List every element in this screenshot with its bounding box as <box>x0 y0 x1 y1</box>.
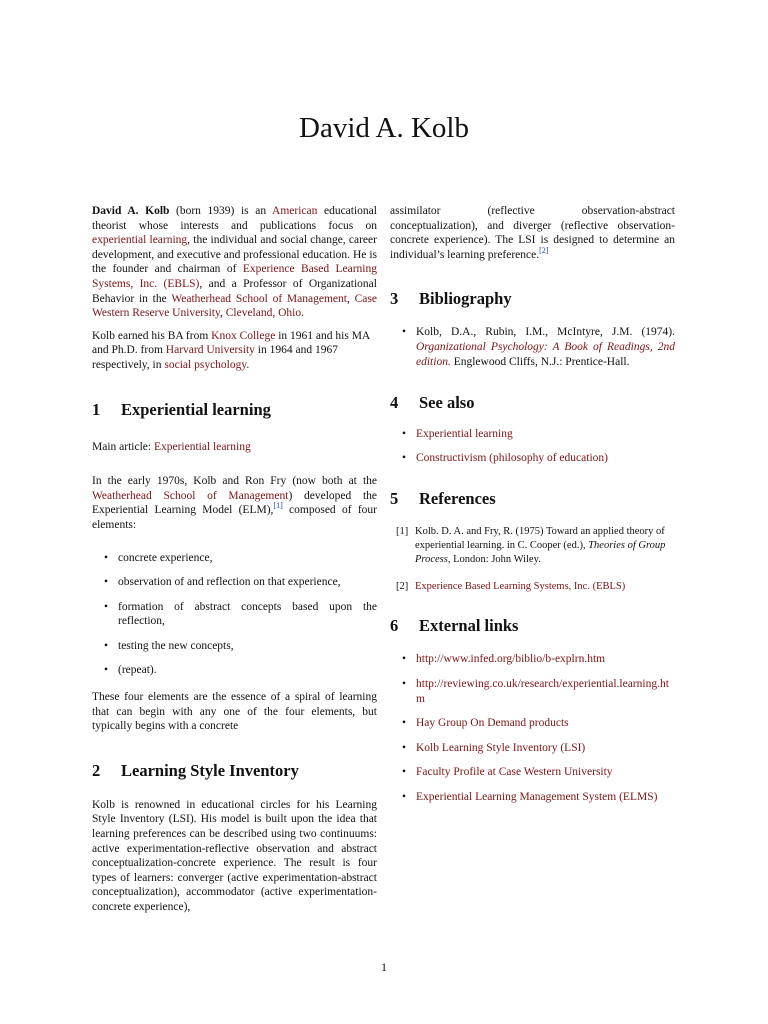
section-heading-references <box>390 489 675 509</box>
link-ref-ebls[interactable]: Experience Based Learning Systems, Inc. (EBLS) <box>415 581 626 593</box>
section-number: 4 <box>390 393 399 413</box>
elm-paragraph <box>92 474 377 532</box>
intro-paragraph <box>92 204 377 321</box>
external-links-list <box>390 652 675 804</box>
section-number: 6 <box>390 616 399 636</box>
section-heading-bibliography <box>390 289 675 309</box>
list-item: • (repeat). <box>92 663 377 678</box>
text: , London: John Wiley. <box>447 554 541 566</box>
link-american[interactable]: American <box>272 205 318 217</box>
list-item: • formation of abstract concepts based upon the reflection, <box>92 600 377 629</box>
list-item: • concrete experience, <box>92 551 377 566</box>
section-heading-external-links <box>390 616 675 636</box>
text: , and a Professor of Organizational Behavior in the <box>92 277 377 305</box>
link-see-also-experiential[interactable]: Experiential learning <box>416 428 513 441</box>
list-item <box>390 427 675 442</box>
see-also-list <box>390 427 675 465</box>
page-title: David A. Kolb <box>299 112 469 144</box>
link-weatherhead-2[interactable]: Weatherhead School of Management <box>92 489 289 502</box>
link-cwru[interactable]: Case Western Reserve University <box>92 292 377 320</box>
list-item <box>390 716 675 731</box>
lsi-paragraph-continued <box>390 204 675 262</box>
text: educational theorist whose interests and publications focus on <box>92 205 377 232</box>
subject-name: David A. Kolb <box>92 205 170 217</box>
citation-link-2[interactable]: [2] <box>539 245 549 255</box>
section-heading-experiential-learning <box>92 400 377 420</box>
text: Kolb earned his BA from <box>92 329 212 342</box>
link-elms[interactable]: Experiential Learning Management System (ELMS) <box>416 790 658 803</box>
section-heading-see-also <box>390 393 675 413</box>
right-column <box>390 204 675 805</box>
text: Kolb. D. A. and Fry, R. (1975) Toward an applied theory of experiential learning. in C. Cooper (ed.), <box>415 526 665 552</box>
link-main-article[interactable]: Experiential learning <box>153 440 251 453</box>
section-title: External links <box>419 616 519 636</box>
elm-elements-list <box>92 551 377 679</box>
text: composed of four elements: <box>92 504 377 531</box>
text: . <box>246 358 250 371</box>
list-item: • observation of and reflection on that experience, <box>92 575 377 590</box>
main-article-note <box>92 440 377 455</box>
list-item: • testing the new concepts, <box>92 639 377 654</box>
references-list <box>390 525 675 594</box>
page-number: 1 <box>381 960 387 974</box>
lsi-paragraph: Kolb is renowned in educational circles for his Learning Style Inventory (LSI). His model is built upon the idea that learning preferences can be described using two continuums: active experimentation-reflective observation and abstract conceptualization-concrete experience. The result is four types of learners: converger (active experimentation-abstract conceptualization), accommodator (active experimentation-concrete experience), <box>92 798 377 913</box>
list-item <box>390 677 675 706</box>
text: assimilator (reflective observation-abstract conceptualization), and diverger (reflective observation-concrete experience). The LSI is designed to determine an individual’s learning preference. <box>390 205 675 261</box>
link-harvard[interactable]: Harvard University <box>165 344 255 357</box>
link-kolb-lsi[interactable]: Kolb Learning Style Inventory (LSI) <box>416 741 586 754</box>
text: ) developed the Experiential Learning Model (ELM), <box>92 489 377 517</box>
list-item <box>390 741 675 756</box>
link-infed[interactable]: http://www.infed.org/biblio/b-explrn.htm <box>416 653 606 666</box>
list-item <box>390 652 675 667</box>
citation-link-1[interactable]: [1] <box>273 501 283 511</box>
list-item <box>390 765 675 780</box>
link-social-psychology[interactable]: social psychology <box>164 358 247 371</box>
link-faculty-profile[interactable]: Faculty Profile at Case Western University <box>416 766 613 779</box>
reference-number: [1] <box>396 526 409 538</box>
text: . <box>301 307 304 320</box>
list-item <box>390 325 675 369</box>
text: In the early 1970s, Kolb and Ron Fry (now both at the <box>92 475 377 488</box>
bibliography-list <box>390 325 675 369</box>
reference-number: [2] <box>396 581 409 593</box>
left-column <box>92 204 377 923</box>
link-weatherhead[interactable]: Weatherhead School of Management <box>171 292 347 305</box>
spiral-paragraph: These four elements are the essence of a spiral of learning that can begin with any one of the four elements, but typically begins with a concrete <box>92 691 377 733</box>
section-number: 1 <box>92 399 101 419</box>
text: Theories of Group Process <box>415 540 666 566</box>
section-number: 5 <box>390 489 399 509</box>
text: (born 1939) is an <box>169 205 273 217</box>
text: in 1964 and 1967 respectively, in <box>92 344 338 371</box>
text: , <box>346 292 355 305</box>
text: Main article: <box>92 440 154 453</box>
reference-item <box>390 580 675 594</box>
section-heading-lsi <box>92 761 377 781</box>
section-title: Experiential learning <box>121 399 271 419</box>
link-hay-group[interactable]: Hay Group On Demand products <box>416 717 569 730</box>
citation-2 <box>539 246 548 255</box>
section-number: 2 <box>92 760 101 780</box>
link-ebls[interactable]: Experience Based Learning Systems, Inc. (EBLS) <box>92 263 377 290</box>
reference-item <box>390 525 675 567</box>
section-title: References <box>419 489 496 509</box>
link-knox-college[interactable]: Knox College <box>211 329 276 342</box>
list-item <box>390 790 675 805</box>
section-title: Bibliography <box>419 289 512 309</box>
section-title: Learning Style Inventory <box>121 760 299 780</box>
text: in 1961 and his MA and Ph.D. from <box>92 329 370 357</box>
link-reviewing[interactable]: http://reviewing.co.uk/research/experiential.learning.htm <box>416 677 669 705</box>
text: Englewood Cliffs, N.J.: Prentice-Hall. <box>450 355 630 368</box>
link-see-also-constructivism[interactable]: Constructivism (philosophy of education) <box>416 451 608 464</box>
link-experiential-learning[interactable]: experiential learning <box>92 234 188 247</box>
text: Kolb, D.A., Rubin, I.M., McIntyre, J.M. (1974). <box>416 326 675 339</box>
list-item <box>390 451 675 466</box>
link-org-psychology-book[interactable]: Organizational Psychology: A Book of Readings, 2nd edition. <box>416 340 675 368</box>
citation-1 <box>273 501 282 510</box>
text: , <box>219 307 226 320</box>
text: , the individual and social change, career development, and executive and professional education. He is the founder and chairman of <box>92 234 377 276</box>
education-paragraph <box>92 329 377 373</box>
link-cleveland[interactable]: Cleveland, Ohio <box>225 307 302 320</box>
section-title: See also <box>419 393 475 413</box>
section-number: 3 <box>390 289 399 309</box>
